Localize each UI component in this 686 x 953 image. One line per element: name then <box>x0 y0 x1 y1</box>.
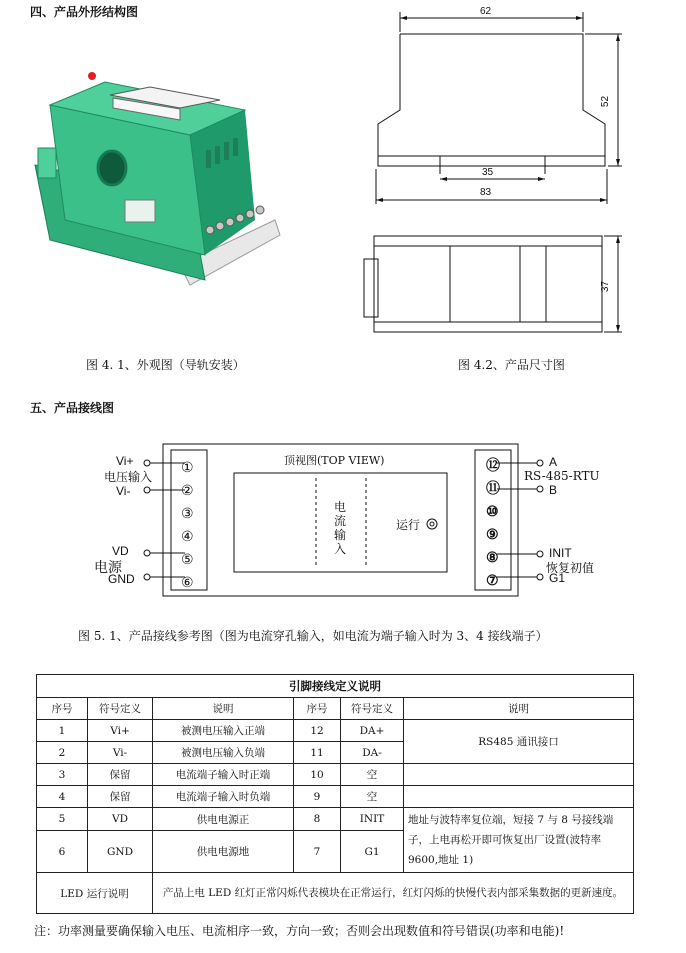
cell: 10 <box>294 764 341 786</box>
cell: 7 <box>294 831 341 873</box>
table-title: 引脚接线定义说明 <box>37 675 634 698</box>
terminal-9: ⑨ <box>486 526 499 542</box>
header-no: 序号 <box>37 698 88 720</box>
terminal-5: ⑤ <box>181 551 194 567</box>
terminal-2: ② <box>181 482 194 498</box>
run-label: 运行 <box>396 518 421 532</box>
section5-heading: 五、产品接线图 <box>30 401 115 415</box>
table-row <box>37 808 634 831</box>
left-terminal-block <box>181 456 194 594</box>
cell: INIT <box>341 808 404 831</box>
terminal-6: ⑥ <box>181 574 194 590</box>
product-photo <box>30 60 290 300</box>
cell: 保留 <box>88 786 153 808</box>
fig42-caption: 图 4.2、产品尺寸图 <box>458 358 565 372</box>
table-row <box>37 786 634 808</box>
label-restore: 恢复初值 <box>546 561 595 575</box>
label-rs485: RS-485-RTU <box>524 469 600 483</box>
cell: 3 <box>37 764 88 786</box>
cell: 供电电源正 <box>153 808 294 831</box>
header-no-2: 序号 <box>294 698 341 720</box>
cell <box>404 764 634 786</box>
cell: DA- <box>341 742 404 764</box>
cell: 8 <box>294 808 341 831</box>
current-input-label: 电流输入 <box>334 500 347 556</box>
cell: 电流端子输入时负端 <box>153 786 294 808</box>
cell: 1 <box>37 720 88 742</box>
cell: 9 <box>294 786 341 808</box>
label-vi-plus: Vi+ <box>116 454 134 468</box>
cell: 2 <box>37 742 88 764</box>
cell: 电流端子输入时正端 <box>153 764 294 786</box>
cell: GND <box>88 831 153 873</box>
fig51-caption: 图 5. 1、产品接线参考图（图为电流穿孔输入，如电流为端子输入时为 3、4 接线端子） <box>78 629 548 643</box>
cell: G1 <box>341 831 404 873</box>
cell: 供电电源地 <box>153 831 294 873</box>
cell: 空 <box>341 786 404 808</box>
top-view-label: 顶视图(TOP VIEW) <box>284 454 385 467</box>
table-header-row <box>37 698 634 720</box>
cell <box>404 786 634 808</box>
label-vi-minus: Vi- <box>116 484 131 498</box>
led-label-cell: LED 运行说明 <box>37 873 153 914</box>
table-row <box>37 720 634 742</box>
label-gnd: GND <box>108 572 135 586</box>
header-symbol-2: 符号定义 <box>341 698 404 720</box>
cell: 11 <box>294 742 341 764</box>
right-terminal-block <box>486 454 500 592</box>
terminal-8: ⑧ <box>486 549 499 565</box>
header-desc: 说明 <box>153 698 294 720</box>
led-indicator <box>88 72 96 80</box>
cell: Vi- <box>88 742 153 764</box>
label-a: A <box>549 455 558 469</box>
pin-definition-table <box>36 674 634 914</box>
cell: Vi+ <box>88 720 153 742</box>
dim-52: 52 <box>600 95 612 108</box>
cell: 5 <box>37 808 88 831</box>
terminal-1: ① <box>181 459 194 475</box>
cell: 保留 <box>88 764 153 786</box>
dim-37: 37 <box>600 280 612 293</box>
label-b: B <box>549 483 558 497</box>
cell: VD <box>88 808 153 831</box>
header-desc-2: 说明 <box>404 698 634 720</box>
footer-note: 注：功率测量要确保输入电压、电流相序一致，方向一致；否则会出现数值和符号错误(功率和电能)! <box>34 924 565 938</box>
cell: 空 <box>341 764 404 786</box>
header-symbol: 符号定义 <box>88 698 153 720</box>
terminal-12: ⑫ <box>486 457 500 473</box>
dimension-drawing <box>360 4 650 349</box>
terminal-11: ⑪ <box>486 480 500 496</box>
terminal-10: ⑩ <box>486 503 499 519</box>
cell: 12 <box>294 720 341 742</box>
dim-62: 62 <box>480 6 492 17</box>
dim-35: 35 <box>482 167 494 178</box>
cell: 4 <box>37 786 88 808</box>
terminal-7: ⑦ <box>486 572 499 588</box>
label-vd: VD <box>112 544 129 558</box>
cell: 6 <box>37 831 88 873</box>
label-power: 电源 <box>94 560 122 576</box>
table-row <box>37 764 634 786</box>
terminal-3: ③ <box>181 505 194 521</box>
cell: DA+ <box>341 720 404 742</box>
fig41-caption: 图 4. 1、外观图（导轨安装） <box>86 358 245 372</box>
init-desc-cell: 地址与波特率复位端，短接 7 与 8 号接线端子，上电再松开即可恢复出厂设置(波特率 9600,地址 1) <box>404 808 634 873</box>
cell: 被测电压输入负端 <box>153 742 294 764</box>
terminal-4: ④ <box>181 528 194 544</box>
cell: 被测电压输入正端 <box>153 720 294 742</box>
rs485-desc-cell: RS485 通讯接口 <box>404 720 634 764</box>
dim-83: 83 <box>480 187 492 198</box>
label-init: INIT <box>549 546 572 560</box>
led-desc-cell: 产品上电 LED 红灯正常闪烁代表模块在正常运行，红灯闪烁的快慢代表内部采集数据的更新速度。 <box>153 873 634 914</box>
label-voltage-input: 电压输入 <box>104 470 153 484</box>
section4-heading: 四、产品外形结构图 <box>30 5 139 19</box>
led-row <box>37 873 634 914</box>
label-g1: G1 <box>549 571 566 585</box>
